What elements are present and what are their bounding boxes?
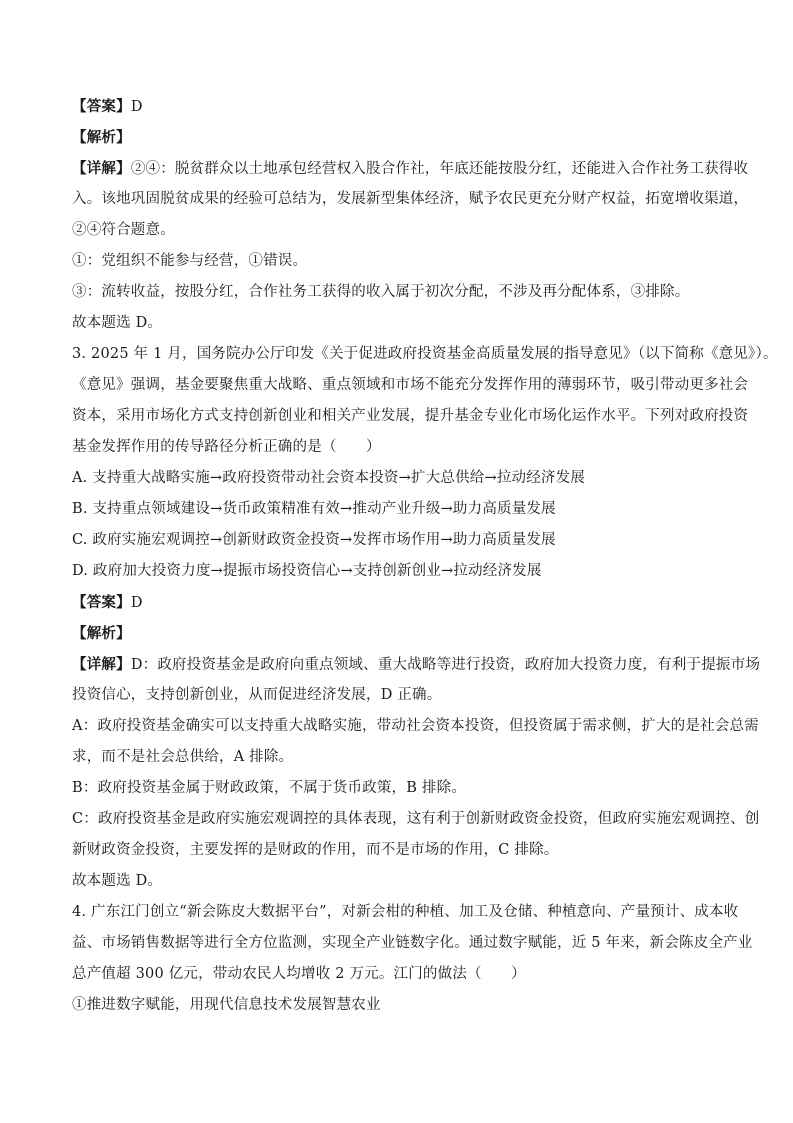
analysis-label: 【解析】 <box>72 625 131 642</box>
statement-1: ①推进数字赋能，用现代信息技术发展智慧农业 <box>72 997 381 1013</box>
explanation-line: ③：流转收益，按股分红，合作社务工获得的收入属于初次分配，不涉及再分配体系，③排除。 <box>72 284 690 300</box>
question-stem-line: 益、市场销售数据等进行全方位监测，实现全产业链数字化。通过数字赋能，近 5 年来，新会陈皮全产业 <box>72 935 753 951</box>
answer-value: D <box>130 99 143 115</box>
explanation-line: ①：党组织不能参与经营，①错误。 <box>72 253 308 269</box>
conclusion-line: 故本题选 D。 <box>72 873 163 889</box>
explanation-a-line: A：政府投资基金确实可以支持重大战略实施，带动社会资本投资，但投资属于需求侧，扩大的是社会总需 <box>72 718 759 734</box>
document-page <box>72 91 778 1021</box>
answer-label: 【答案】 <box>72 594 131 611</box>
detail-line: 投资信心，支持创新创业，从而促进经济发展，D 正确。 <box>72 687 442 703</box>
question-stem-line: 基金发挥作用的传导路径分析正确的是（ ） <box>72 439 381 455</box>
question-stem-line: 资本，采用市场化方式支持创新创业和相关产业发展，提升基金专业化市场化运作水平。下列对政府投资 <box>72 408 749 424</box>
detail-line <box>72 153 749 184</box>
conclusion-line: 故本题选 D。 <box>72 315 163 331</box>
detail-label: 【详解】 <box>72 656 131 673</box>
analysis-label: 【解析】 <box>72 129 131 146</box>
answer-label: 【答案】 <box>72 98 131 115</box>
detail-text: D：政府投资基金是政府向重点领域、重大战略等进行投资，政府加大投资力度，有利于提振市场 <box>130 657 761 673</box>
explanation-b-line: B：政府投资基金属于财政政策，不属于货币政策，B 排除。 <box>72 780 467 796</box>
detail-label: 【详解】 <box>72 160 131 177</box>
answer-value: D <box>130 595 143 611</box>
question-stem-line: 3. 2025 年 1 月，国务院办公厅印发《关于促进政府投资基金高质量发展的指导意见》（以下简称《意见》）。 <box>72 346 778 362</box>
answer-line <box>72 91 732 122</box>
question-stem-line: 总产值超 300 亿元，带动农民人均增收 2 万元。江门的做法（ ） <box>72 966 526 982</box>
answer-line <box>72 587 732 618</box>
detail-line: 入。该地巩固脱贫成果的经验可总结为，发展新型集体经济，赋予农民更充分财产权益，拓宽增收渠道， <box>72 191 749 207</box>
explanation-c-line: 新财政资金投资，主要发挥的是财政的作用，而不是市场的作用，C 排除。 <box>72 842 559 858</box>
detail-text: ②④：脱贫群众以土地承包经营权入股合作社，年底还能按股分红，还能进入合作社务工获得收 <box>130 161 749 177</box>
explanation-a-line: 求，而不是社会总供给，A 排除。 <box>72 749 294 765</box>
detail-line <box>72 649 761 680</box>
option-c: C. 政府实施宏观调控→创新财政资金投资→发挥市场作用→助力高质量发展 <box>72 532 556 548</box>
explanation-c-line: C：政府投资基金是政府实施宏观调控的具体表现，这有利于创新财政资金投资，但政府实施宏观调控、创 <box>72 811 760 827</box>
question-stem-line: 4. 广东江门创立“新会陈皮大数据平台”，对新会柑的种植、加工及仓储、种植意向、产量预计、成本收 <box>72 904 739 920</box>
question-stem-line: 《意见》强调，基金要聚焦重大战略、重点领域和市场不能充分发挥作用的薄弱环节，吸引带动更多社会 <box>72 377 749 393</box>
option-d: D. 政府加大投资力度→提振市场投资信心→支持创新创业→拉动经济发展 <box>72 563 542 579</box>
option-a: A. 支持重大战略实施→政府投资带动社会资本投资→扩大总供给→拉动经济发展 <box>72 470 586 486</box>
option-b: B. 支持重点领域建设→货币政策精准有效→推动产业升级→助力高质量发展 <box>72 501 556 517</box>
detail-line: ②④符合题意。 <box>72 222 175 238</box>
